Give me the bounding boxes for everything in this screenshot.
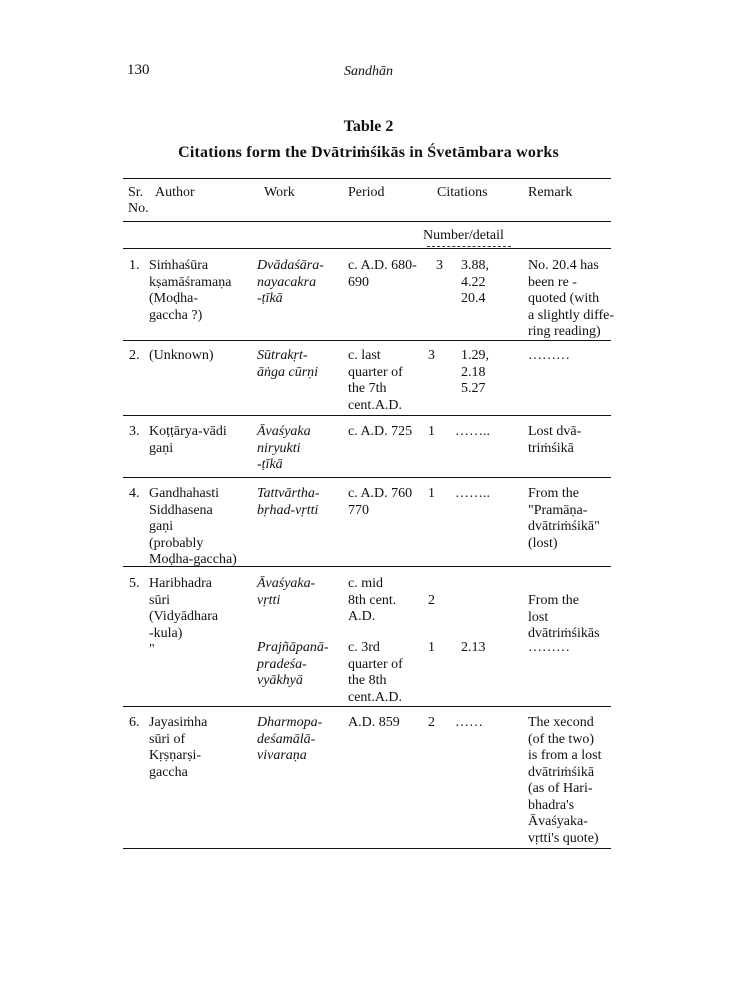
header-period: Period	[348, 185, 385, 200]
row4-remark: From the "Pramāṇa- dvātriṁśikā" (lost)	[528, 486, 600, 551]
header-remark: Remark	[528, 185, 573, 200]
row5-citation-number2: 1	[428, 640, 435, 655]
row5-citation-detail2: 2.13	[461, 640, 486, 655]
row2-sr: 2.	[129, 348, 140, 363]
row6-sr: 6.	[129, 715, 140, 730]
subheader-dash	[427, 246, 511, 247]
row4-author: Gandhahasti Siddhasena gaṇi (probably Moḍha-gaccha)	[149, 486, 237, 567]
row1-sr: 1.	[129, 258, 140, 273]
running-head: Sandhān	[344, 64, 393, 79]
row5-period2: c. 3rd quarter of the 8th cent.A.D.	[348, 640, 403, 705]
row4-work: Tattvārtha- bṛhad-vṛtti	[257, 486, 320, 518]
row5-remark: From the lost dvātriṁśikās	[528, 593, 600, 641]
rule-top	[123, 178, 611, 179]
row3-sr: 3.	[129, 424, 140, 439]
row3-citation-number: 1	[428, 424, 435, 439]
row5-work2: Prajñāpanā- pradeśa- vyākhyā	[257, 640, 329, 688]
row5-citation-number: 2	[428, 593, 435, 608]
table-caption: Citations form the Dvātriṁśikās in Śvetāmbara works	[178, 144, 559, 161]
header-number-detail: Number/detail	[423, 228, 504, 243]
row2-citation-detail: 1.29, 2.18 5.27	[461, 348, 489, 396]
rule-header	[123, 221, 611, 222]
rule-row-2	[123, 415, 611, 416]
header-citations: Citations	[437, 185, 488, 200]
table-number: Table 2	[343, 118, 394, 135]
row1-remark: No. 20.4 has been re - quoted (with a slightly diffe- ring reading)	[528, 258, 615, 339]
row4-citation-number: 1	[428, 486, 435, 501]
row5-period: c. mid 8th cent. A.D.	[348, 576, 397, 624]
row3-period: c. A.D. 725	[348, 424, 413, 439]
row3-remark: Lost dvā- triṁśikā	[528, 424, 582, 456]
row6-remark: The xecond (of the two) is from a lost dvātriṁśikā (as of Hari- bhadra's Āvaśyaka- vṛtti's quote)	[528, 715, 602, 846]
row5-work: Āvaśyaka- vṛtti	[257, 576, 316, 608]
row4-sr: 4.	[129, 486, 140, 501]
row2-remark: ………	[528, 348, 570, 363]
row3-work: Āvaśyaka niryukti -ṭīkā	[257, 424, 311, 472]
row4-period: c. A.D. 760 770	[348, 486, 413, 518]
row6-period: A.D. 859	[348, 715, 400, 730]
header-author: Author	[155, 185, 195, 200]
row2-work: Sūtrakṛt- āṅga cūrṇi	[257, 348, 319, 380]
rule-bottom	[123, 848, 611, 849]
row5-remark2: ………	[528, 640, 570, 655]
row5-author: Haribhadra sūri (Vidyādhara -kula) "	[149, 576, 219, 657]
row6-work: Dharmopa- deśamālā- vivaraṇa	[257, 715, 323, 763]
header-work: Work	[264, 185, 295, 200]
row1-citation-detail: 3.88, 4.22 20.4	[461, 258, 489, 306]
row6-author: Jayasiṁha sūri of Kṛṣṇarṣi- gaccha	[149, 715, 208, 780]
row1-author: Siṁhaśūra kṣamāśramaṇa (Moḍha- gaccha ?)	[149, 258, 232, 323]
row5-sr: 5.	[129, 576, 140, 591]
row6-citation-number: 2	[428, 715, 435, 730]
row2-citation-number: 3	[428, 348, 435, 363]
row2-period: c. last quarter of the 7th cent.A.D.	[348, 348, 403, 413]
row6-citation-detail: ……	[455, 715, 483, 730]
header-sr: Sr. No.	[128, 185, 149, 216]
page-number: 130	[127, 62, 150, 78]
row1-work: Dvādaśāra- nayacakra -ṭīkā	[257, 258, 324, 306]
row2-author: (Unknown)	[149, 348, 214, 363]
row3-citation-detail: ……..	[455, 424, 490, 439]
row3-author: Koṭṭārya-vādi gaṇi	[149, 424, 227, 456]
rule-row-3	[123, 477, 611, 478]
row1-citation-number: 3	[436, 258, 443, 273]
row4-citation-detail: ……..	[455, 486, 490, 501]
rule-row-5	[123, 706, 611, 707]
rule-subheader	[123, 248, 611, 249]
row1-period: c. A.D. 680- 690	[348, 258, 417, 290]
